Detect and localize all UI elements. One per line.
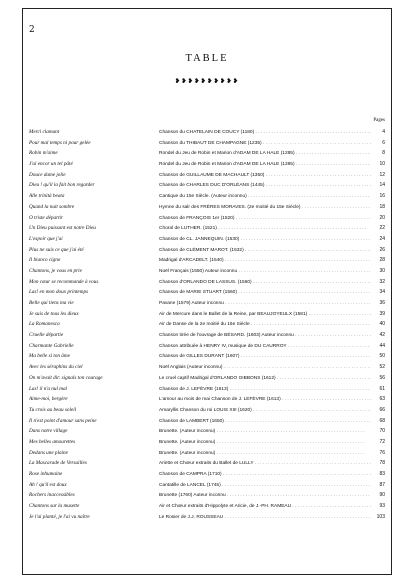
entry-page-number: 34 <box>379 289 385 296</box>
entry-title: Robin m'aime <box>29 150 58 157</box>
toc-entry <box>29 287 385 298</box>
toc-entry <box>29 213 385 224</box>
entry-description: Pavane (1579) Auteur inconnu . . . <box>159 299 371 309</box>
toc-entry <box>29 405 385 416</box>
toc-entry <box>29 501 385 512</box>
entry-title: Avec les séraphins du ciel <box>29 364 83 371</box>
entry-title: Pour mal temps ni pour gelée <box>29 139 91 146</box>
entry-page-number: 83 <box>379 471 385 477</box>
toc-entry <box>29 437 385 448</box>
entry-page-number: 22 <box>379 225 385 232</box>
entry-page-number: 30 <box>379 267 385 274</box>
entry-description: Chanson de MARIE STUART (1560) . . . <box>159 288 371 298</box>
entry-title: Merci clamant <box>29 129 60 135</box>
entry-page-number: 78 <box>379 460 385 467</box>
entry-page-number: 42 <box>379 332 385 339</box>
entry-page-number: 70 <box>379 428 385 435</box>
toc-entry <box>29 309 385 320</box>
entry-page-number: 93 <box>379 503 385 510</box>
toc-entry <box>29 384 385 395</box>
toc-entry <box>29 480 385 491</box>
entry-description: Chanson du CHATELAIN DE COUCY (1180) . . . <box>159 128 371 138</box>
entry-title: J'ai encor un tel pâté <box>29 161 73 168</box>
entry-description: Chanson de CAMPRA (1710) . . . <box>159 470 371 480</box>
table-of-contents <box>29 127 385 522</box>
toc-entry <box>29 277 385 288</box>
entry-page-number: 76 <box>379 449 385 456</box>
toc-entry <box>29 469 385 480</box>
entry-page-number: 6 <box>382 139 385 146</box>
entry-title: Je l'ai planté, je l'ai vu naître <box>29 513 90 520</box>
entry-page-number: 50 <box>379 353 385 360</box>
entry-title: Mes belles amourettes <box>29 438 76 445</box>
entry-title: La Mascarade de Versailles <box>29 460 87 467</box>
entry-title: Rose inhumaine <box>29 471 63 477</box>
entry-description: Choral de LUTHER. (1521) . . . <box>159 224 371 234</box>
entry-description: Brunette. (Auteur inconnu) . . . <box>159 427 371 437</box>
entry-title: Dedans une plaine <box>29 449 68 456</box>
entry-description: Cantatille de LANCEL (1745) . . . <box>159 481 371 491</box>
toc-entry <box>29 234 385 245</box>
entry-description: Noël Français (1550) Auteur inconnu . . . <box>159 267 371 277</box>
entry-description: Hymne du salr des FRÈRES MORAVES. (2e moitié du 15e Siècle) . . . <box>159 203 371 213</box>
entry-description: Le cruel captif Madrigal d'ORLANDO GIBBONS (1612) . . . <box>159 374 371 384</box>
entry-description: Chanson de CLÉMENT MAROT. (1532) . . . <box>159 246 371 256</box>
ornament-divider: ❥❥❥❥❥❥❥❥❥❥ <box>174 77 240 85</box>
entry-page-number: 44 <box>379 342 385 349</box>
entry-page-number: 26 <box>379 246 385 253</box>
entry-title: Alle trinità beata <box>29 193 65 200</box>
toc-entry <box>29 127 385 138</box>
entry-page-number: 12 <box>379 171 385 178</box>
entry-description: Chanson de J. LEFÈVRE (1613) . . . <box>159 385 371 395</box>
entry-description: Chanson du THIBAUT DE CHAMPAGNE (1235) . . . <box>159 139 371 149</box>
entry-title: Je suis de tous les dieux <box>29 310 79 317</box>
toc-entry <box>29 373 385 384</box>
entry-description: Chanson de GILLES DURANT (1607) . . . <box>159 352 371 362</box>
entry-title: Rochers inaccessibles <box>29 492 75 499</box>
toc-entry <box>29 255 385 266</box>
entry-title: Aime-moi, bergère <box>29 396 68 403</box>
entry-page-number: 90 <box>379 492 385 499</box>
toc-entry <box>29 341 385 352</box>
entry-title: Ma belle si ton âme <box>29 353 70 360</box>
toc-entry <box>29 170 385 181</box>
entry-description: Chanson de FRANÇOIS 1er (1520) . . . <box>159 214 371 224</box>
entry-page-number: 66 <box>379 406 385 413</box>
entry-page-number: 87 <box>379 481 385 488</box>
entry-title: Las! il n'a nul mal <box>29 385 68 392</box>
toc-entry <box>29 394 385 405</box>
entry-description: Chanson tirée de l'ouvrage de BÉSARD. (1603) Auteur inconnu . . . <box>159 331 371 341</box>
entry-title: Douce dame jolie <box>29 171 66 178</box>
toc-entry <box>29 416 385 427</box>
entry-page-number: 18 <box>379 203 385 210</box>
entry-description: L'amour au mois de mai Chanson de J. LEFÈVRE (1613) . . . <box>159 395 371 405</box>
entry-description: Chanson de GUILLAUME DE MACHAULT (1350) . . . <box>159 171 371 181</box>
entry-title: Il bianco cigno <box>29 257 61 264</box>
toc-entry <box>29 490 385 501</box>
entry-page-number: 24 <box>379 235 385 242</box>
entry-description: Ariette et Chœur extraits du Ballet de LULLY . . . <box>159 459 371 469</box>
entry-page-number: 56 <box>379 374 385 381</box>
entry-page-number: 14 <box>379 182 385 189</box>
entry-description: Amaryllis Chanson du roi LOUIS XIII (1620) . . . <box>159 406 371 416</box>
book-page <box>22 8 392 575</box>
entry-page-number: 68 <box>379 417 385 424</box>
toc-entry <box>29 319 385 330</box>
entry-page-number: 39 <box>379 310 385 317</box>
toc-entry <box>29 180 385 191</box>
entry-title: O triste départir <box>29 214 64 221</box>
entry-description: Brunette. (Auteur inconnu) . . . <box>159 449 371 459</box>
toc-entry <box>29 223 385 234</box>
entry-title: Chantons, je vous en prie <box>29 267 82 274</box>
entry-description: Rondel du Jeu de Robin et Marion d'ADAM DE LA HALE (1285) . . . <box>159 160 371 170</box>
entry-description: Air de Danse de la 2e moitié du 16e Siècle . . . <box>159 320 371 330</box>
entry-title: Dieu ! qu'il la fait bon regarder <box>29 182 95 189</box>
entry-description: Rondel du Jeu de Robin et Marion d'ADAM DE LA HALE (1285) . . . <box>159 149 371 159</box>
entry-title: Tu crois au beau soleil <box>29 406 77 413</box>
entry-title: Mon cœur se recommande à vous <box>29 278 99 285</box>
toc-entry <box>29 138 385 149</box>
entry-description: Le Rosier de J.J. ROUSSEAU . . . <box>159 513 371 523</box>
toc-entry <box>29 448 385 459</box>
entry-title: Cruelle départie <box>29 332 64 339</box>
entry-title: Dans notre village <box>29 428 68 435</box>
toc-entry <box>29 458 385 469</box>
entry-page-number: 36 <box>379 300 385 306</box>
entry-description: Brunette. (Auteur inconnu) . . . <box>159 438 371 448</box>
entry-description: Air et Chœur extraits d'Hippolyte et Aricie, de J.-PH. RAMEAU . . . <box>159 502 371 512</box>
toc-entry <box>29 426 385 437</box>
toc-entry <box>29 148 385 159</box>
toc-entry <box>29 245 385 256</box>
entry-description: Chanson attribuée à HENRY IV, musique de DU CAURROY . . . <box>159 342 371 352</box>
entry-title: Il n'est point d'amour sans peine <box>29 417 97 424</box>
entry-page-number: 8 <box>382 150 385 157</box>
entry-page-number: 52 <box>379 364 385 371</box>
entry-page-number: 61 <box>379 385 385 392</box>
toc-entry <box>29 202 385 213</box>
entry-title: On m'avait dit: signals ton courage <box>29 374 103 381</box>
entry-title: Quand la nuit sombre <box>29 203 75 210</box>
entry-description: Chanson de LAMBERT (1650) . . . <box>159 417 371 427</box>
entry-title: L'espoir que j'ai <box>29 235 63 242</box>
entry-description: Air de Mercure dans le Ballet de la Reine, par BEAUJOYEULX (1581) . . . <box>159 310 371 320</box>
entry-description: Cantique du 15e Siècle. (Auteur inconnu) . . . <box>159 192 371 202</box>
toc-entry <box>29 512 385 523</box>
entry-title: Ah ! qu'il est doux <box>29 481 67 488</box>
entry-description: Noël Anglais (Auteur inconnu) . . . <box>159 363 371 373</box>
entry-page-number: 4 <box>382 129 385 135</box>
entry-title: Belle qui tiens ma vie <box>29 300 74 306</box>
toc-entry <box>29 298 385 309</box>
entry-page-number: 10 <box>379 161 385 168</box>
entry-title: Un Dieu puissant est notre Dieu <box>29 225 96 232</box>
entry-description: Chanson d'ORLANDO DE LASSUS. (1560) . . . <box>159 278 371 288</box>
entry-page-number: 16 <box>379 193 385 200</box>
toc-entry <box>29 159 385 170</box>
pages-column-label: Pages <box>373 118 385 123</box>
entry-title: Chantons sur la musette <box>29 503 80 510</box>
toc-entry <box>29 330 385 341</box>
page-title: TABLE <box>185 53 229 64</box>
entry-page-number: 40 <box>379 321 385 328</box>
entry-page-number: 20 <box>379 214 385 221</box>
entry-description: Madrigal d'ARCADELT. (1540) . . . <box>159 256 371 266</box>
toc-entry <box>29 362 385 373</box>
entry-description: Chanson de CL. JANNEQUIN. (1530) . . . <box>159 235 371 245</box>
page-number: 2 <box>29 25 35 35</box>
entry-title: La Romanesca <box>29 321 60 328</box>
toc-entry <box>29 191 385 202</box>
entry-page-number: 32 <box>379 278 385 285</box>
entry-description: Chanson de CHARLES DUC D'ORLÉANS (1445) . . . <box>159 181 371 191</box>
entry-title: Las! en mon doux printemps <box>29 289 89 296</box>
entry-page-number: 63 <box>379 396 385 403</box>
entry-page-number: 28 <box>379 257 385 264</box>
toc-entry <box>29 266 385 277</box>
entry-page-number: 103 <box>376 513 385 520</box>
entry-description: Brunette (1760) Auteur inconnu . . . <box>159 491 371 501</box>
toc-entry <box>29 351 385 362</box>
entry-page-number: 72 <box>379 438 385 445</box>
entry-title: Plus ne suis ce que j'ai été <box>29 246 84 253</box>
entry-title: Charmante Gabrielle <box>29 342 74 349</box>
